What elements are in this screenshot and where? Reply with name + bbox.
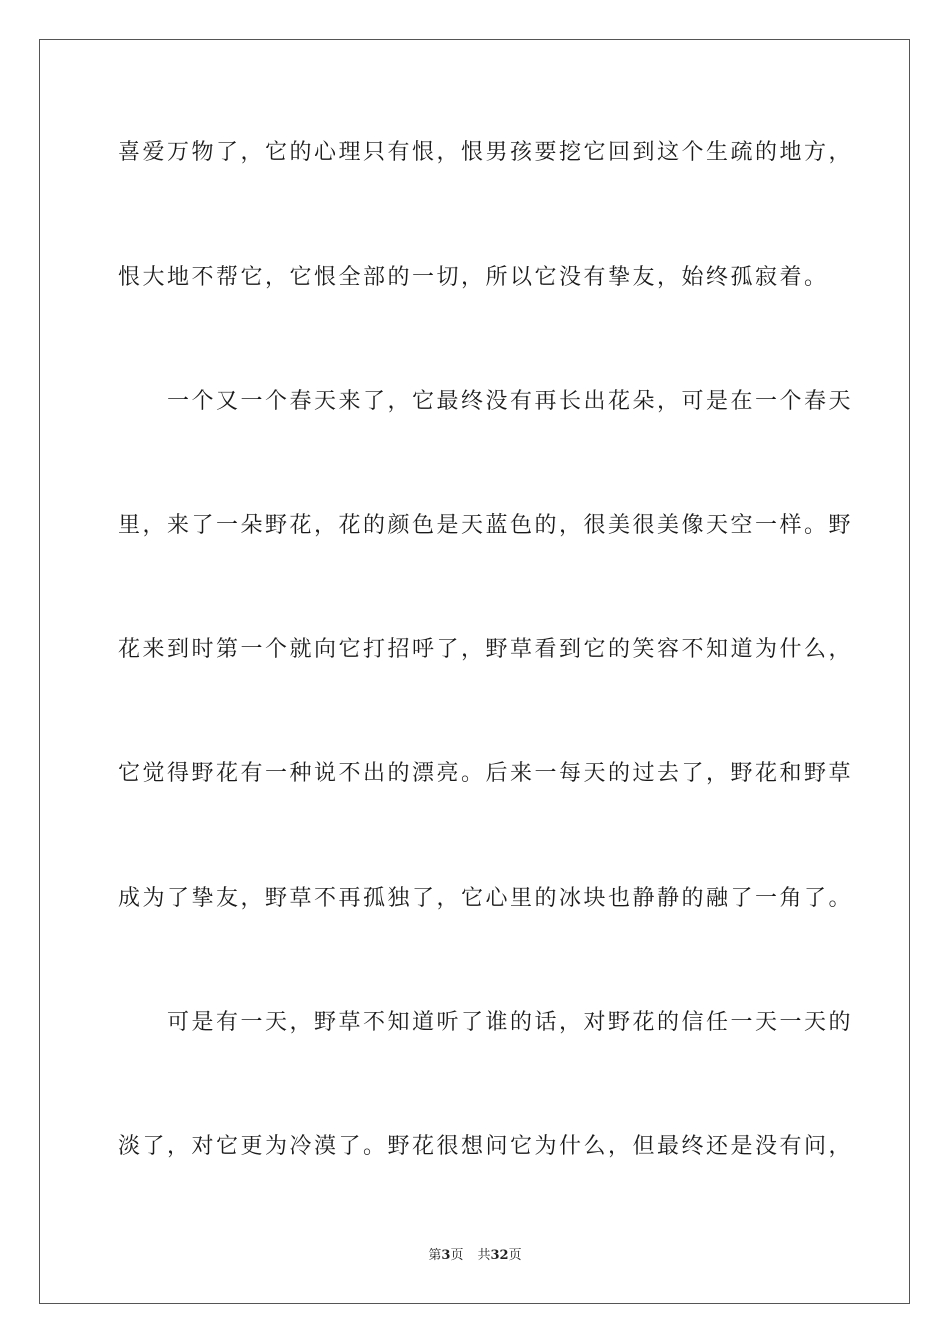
text-line: 它觉得野花有一种说不出的漂亮。后来一每天的过去了，野花和野草 (118, 761, 854, 786)
text-line: 恨大地不帮它，它恨全部的一切，所以它没有挚友，始终孤寂着。 (118, 265, 829, 290)
page-unit: 页 (450, 1248, 464, 1263)
current-page-number: 3 (441, 1248, 451, 1263)
text-line: 一个又一个春天来了，它最终没有再长出花朵，可是在一个春天 (118, 389, 854, 414)
text-line: 淡了，对它更为冷漠了。野花很想问它为什么，但最终还是没有问， (118, 1134, 854, 1159)
text-line: 里，来了一朵野花，花的颜色是天蓝色的，很美很美像天空一样。野 (118, 513, 854, 538)
text-line: 可是有一天，野草不知道听了谁的话，对野花的信任一天一天的 (118, 1010, 854, 1035)
page-footer (0, 1247, 950, 1265)
text-line: 成为了挚友，野草不再孤独了，它心里的冰块也静静的融了一角了。 (118, 886, 854, 911)
text-line: 喜爱万物了，它的心理只有恨，恨男孩要挖它回到这个生疏的地方， (118, 140, 854, 165)
page-border (39, 39, 910, 1304)
total-page-count: 32 (490, 1248, 509, 1263)
total-unit: 页 (508, 1248, 522, 1263)
text-line: 花来到时第一个就向它打招呼了，野草看到它的笑容不知道为什么， (118, 637, 854, 662)
total-prefix: 共 (477, 1248, 491, 1263)
page-prefix: 第 (428, 1248, 442, 1263)
